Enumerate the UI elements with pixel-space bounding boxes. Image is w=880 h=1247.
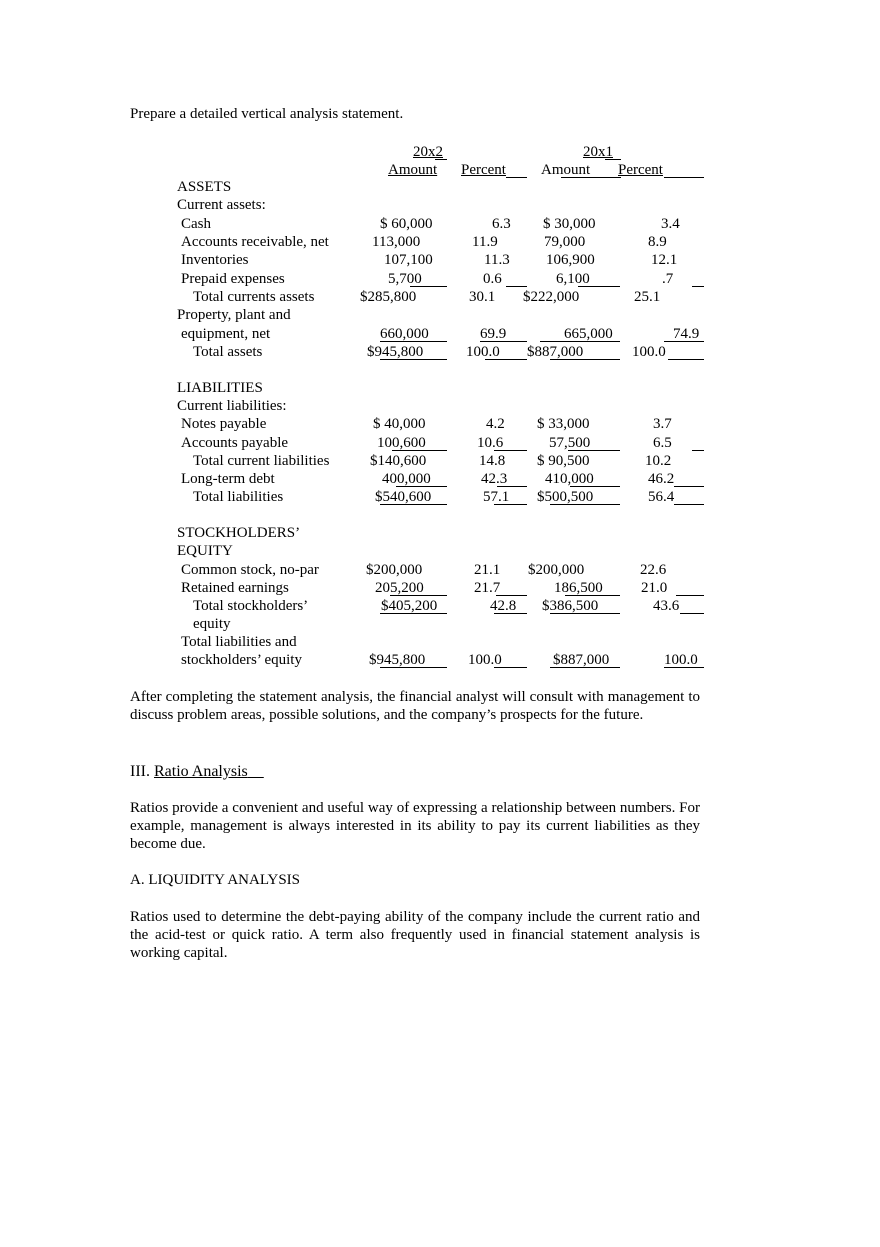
underline xyxy=(550,667,620,668)
row-label: stockholders’ equity xyxy=(181,652,302,668)
ppe-label-line1: Property, plant and xyxy=(177,307,291,323)
total-liab-equity-label-line1: Total liabilities and xyxy=(181,634,297,650)
amount-20x1: 6,100 xyxy=(556,271,590,287)
total-equity-label-line2: equity xyxy=(193,616,231,632)
underline xyxy=(550,359,620,360)
current-liabilities-heading: Current liabilities: xyxy=(177,398,287,414)
amount-20x2: 113,000 xyxy=(372,234,421,250)
percent-20x2: 11.3 xyxy=(484,252,510,268)
percent-20x2: 21.1 xyxy=(474,562,501,578)
row-label: Total current liabilities xyxy=(193,453,330,469)
title-underline-tail xyxy=(248,763,264,780)
amount-20x2: $ 60,000 xyxy=(380,216,433,232)
amount-20x2: 5,700 xyxy=(388,271,422,287)
underline xyxy=(674,504,704,505)
percent-20x1: 12.1 xyxy=(651,252,678,268)
year-20x1-header: 20x1 xyxy=(583,144,613,160)
percent-20x1: 100.0 xyxy=(632,344,666,360)
percent-20x1: 46.2 xyxy=(648,471,675,487)
percent-20x1: 8.9 xyxy=(648,234,667,250)
amount-header-20x2: Amount xyxy=(388,162,438,178)
amount-20x1: $ 33,000 xyxy=(537,416,590,432)
header-underline-20x1 xyxy=(605,159,621,160)
underline xyxy=(496,595,527,596)
underline xyxy=(664,667,704,668)
amount-20x1: $500,500 xyxy=(537,489,594,505)
percent-20x2: 10.6 xyxy=(477,435,504,451)
table-row xyxy=(0,561,880,579)
underline xyxy=(664,341,704,342)
underline xyxy=(485,359,527,360)
section-title: Ratio Analysis xyxy=(153,763,248,780)
percent-20x2: 11.9 xyxy=(472,234,498,250)
percent-20x2: 30.1 xyxy=(469,289,496,305)
underline xyxy=(578,286,620,287)
percent-20x1: 21.0 xyxy=(641,580,668,596)
table-row xyxy=(0,288,880,306)
intro-text: Prepare a detailed vertical analysis statement. xyxy=(130,106,404,122)
amount-20x2: 100,600 xyxy=(377,435,426,451)
amount-20x1: 186,500 xyxy=(554,580,603,596)
row-label: Accounts receivable, net xyxy=(181,234,329,250)
header-underline-percent-b xyxy=(664,177,704,178)
percent-20x2: 6.3 xyxy=(492,216,511,232)
liabilities-heading: LIABILITIES xyxy=(177,380,263,396)
percent-20x1: 3.4 xyxy=(661,216,680,232)
percent-20x1: 56.4 xyxy=(648,489,675,505)
percent-20x2: 100.0 xyxy=(468,652,502,668)
equity-heading-line1: STOCKHOLDERS’ xyxy=(177,525,301,541)
underline xyxy=(380,504,447,505)
amount-20x2: $140,600 xyxy=(370,453,427,469)
underline xyxy=(550,504,620,505)
underline xyxy=(676,595,704,596)
percent-20x2: 0.6 xyxy=(483,271,502,287)
underline xyxy=(494,613,527,614)
underline xyxy=(506,286,527,287)
underline xyxy=(380,341,447,342)
percent-20x1: 3.7 xyxy=(653,416,672,432)
amount-20x1: 410,000 xyxy=(545,471,594,487)
row-label: Prepaid expenses xyxy=(181,271,285,287)
amount-20x2: $945,800 xyxy=(367,344,424,360)
underline xyxy=(570,486,620,487)
amount-20x1: $222,000 xyxy=(523,289,580,305)
amount-20x2: 107,100 xyxy=(384,252,433,268)
amount-20x2: $200,000 xyxy=(366,562,423,578)
row-label: Total liabilities xyxy=(193,489,284,505)
underline xyxy=(396,486,447,487)
row-label: Long-term debt xyxy=(181,471,275,487)
underline xyxy=(568,450,620,451)
underline xyxy=(680,613,704,614)
header-underline-20x2 xyxy=(435,159,447,160)
amount-20x1: $ 90,500 xyxy=(537,453,590,469)
amount-20x2: $405,200 xyxy=(381,598,438,614)
after-statement-paragraph: After completing the statement analysis, the financial analyst will consult with management to discuss problem areas, possible solutions, and the company’s prospects for the future. xyxy=(130,689,700,723)
section-number: III. xyxy=(130,763,150,780)
percent-20x1: 10.2 xyxy=(645,453,672,469)
amount-20x1: $386,500 xyxy=(542,598,599,614)
amount-20x2: $285,800 xyxy=(360,289,417,305)
underline xyxy=(692,286,704,287)
underline xyxy=(668,359,704,360)
amount-20x1: $ 30,000 xyxy=(543,216,596,232)
underline xyxy=(550,613,620,614)
underline xyxy=(494,667,527,668)
percent-20x1: 100.0 xyxy=(664,652,698,668)
assets-heading: ASSETS xyxy=(177,179,232,195)
amount-20x2: 400,000 xyxy=(382,471,431,487)
row-label: Notes payable xyxy=(181,416,267,432)
table-row xyxy=(0,251,880,269)
row-label: Total currents assets xyxy=(193,289,315,305)
amount-20x1: $887,000 xyxy=(553,652,610,668)
percent-20x1: 43.6 xyxy=(653,598,680,614)
percent-20x2: 100.0 xyxy=(466,344,500,360)
underline xyxy=(480,341,527,342)
row-label: Retained earnings xyxy=(181,580,289,596)
underline xyxy=(380,613,447,614)
year-20x2-header: 20x2 xyxy=(413,144,443,160)
percent-header-20x2: Percent xyxy=(461,162,506,178)
amount-20x2: $ 40,000 xyxy=(373,416,426,432)
row-label: Cash xyxy=(181,216,211,232)
table-row xyxy=(0,215,880,233)
amount-20x1: 57,500 xyxy=(549,435,591,451)
table-row xyxy=(0,452,880,470)
percent-header-20x1: Percent xyxy=(618,162,663,178)
amount-20x1: $887,000 xyxy=(527,344,584,360)
underline xyxy=(692,450,704,451)
amount-20x1: 106,900 xyxy=(546,252,595,268)
underline xyxy=(392,450,447,451)
amount-20x1: 79,000 xyxy=(544,234,586,250)
ratio-analysis-paragraph: Ratios provide a convenient and useful way of expressing a relationship between numbers. For example, management is always interested in its ability to pay its current liabilities as they become due. xyxy=(130,800,700,852)
percent-20x1: 22.6 xyxy=(640,562,667,578)
amount-header-20x1: Amount xyxy=(541,162,591,178)
underline xyxy=(494,450,527,451)
percent-20x1: 25.1 xyxy=(634,289,661,305)
liquidity-analysis-paragraph: Ratios used to determine the debt-paying ability of the company include the current ratio and the acid-test or quick ratio. A term also frequently used in financial statement analysis is working capital. xyxy=(130,909,700,961)
underline xyxy=(565,595,620,596)
percent-20x1: 6.5 xyxy=(653,435,672,451)
percent-20x1: 74.9 xyxy=(673,326,700,342)
header-underline-percent-a xyxy=(506,177,527,178)
row-label: Common stock, no-par xyxy=(181,562,319,578)
equity-heading-line2: EQUITY xyxy=(177,543,233,559)
percent-20x2: 42.8 xyxy=(490,598,517,614)
amount-20x1: 665,000 xyxy=(564,326,613,342)
row-label: Total assets xyxy=(193,344,263,360)
table-row xyxy=(0,415,880,433)
percent-20x2: 57.1 xyxy=(483,489,510,505)
underline xyxy=(497,486,527,487)
table-row xyxy=(0,233,880,251)
underline xyxy=(494,504,527,505)
amount-20x2: $945,800 xyxy=(369,652,426,668)
underline xyxy=(410,286,447,287)
percent-20x1: .7 xyxy=(662,271,674,287)
header-underline-amount-b xyxy=(561,177,621,178)
underline xyxy=(390,595,447,596)
underline xyxy=(674,486,704,487)
amount-20x2: 205,200 xyxy=(375,580,424,596)
percent-20x2: 4.2 xyxy=(486,416,505,432)
amount-20x1: $200,000 xyxy=(528,562,585,578)
percent-20x2: 21.7 xyxy=(474,580,501,596)
liquidity-analysis-heading: A. LIQUIDITY ANALYSIS xyxy=(130,872,301,888)
current-assets-heading: Current assets: xyxy=(177,197,266,213)
row-label: Accounts payable xyxy=(181,435,289,451)
row-label: Inventories xyxy=(181,252,249,268)
amount-20x2: $540,600 xyxy=(375,489,432,505)
underline xyxy=(380,359,447,360)
row-label: equipment, net xyxy=(181,326,271,342)
underline xyxy=(540,341,620,342)
percent-20x2: 14.8 xyxy=(479,453,506,469)
row-label: Total stockholders’ xyxy=(193,598,309,614)
ratio-analysis-heading xyxy=(130,763,264,781)
percent-20x2: 42.3 xyxy=(481,471,508,487)
percent-20x2: 69.9 xyxy=(480,326,507,342)
amount-20x2: 660,000 xyxy=(380,326,429,342)
underline xyxy=(380,667,447,668)
